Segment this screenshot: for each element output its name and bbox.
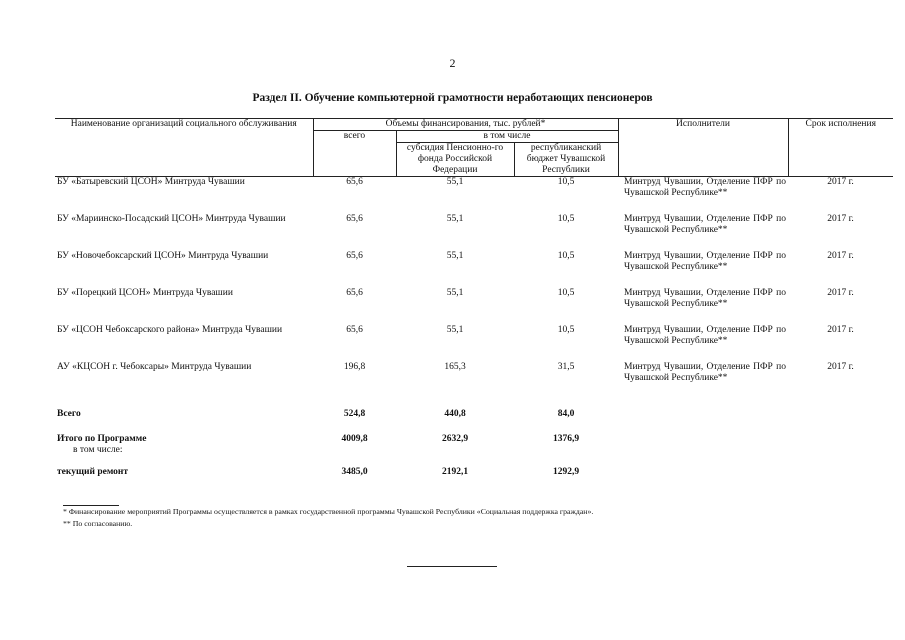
program-total-label — [55, 434, 313, 467]
term: 2017 г. — [827, 325, 854, 335]
pfr-value: 55,1 — [446, 251, 464, 261]
table-row — [55, 325, 893, 362]
rep-value: 10,5 — [557, 214, 575, 224]
rep-value: 10,5 — [557, 288, 575, 298]
pfr-value: 165,3 — [444, 362, 466, 372]
pfr-value: 55,1 — [446, 177, 464, 187]
rep-value: 10,5 — [557, 251, 575, 261]
term: 2017 г. — [827, 177, 854, 187]
org-name: БУ «Порецкий ЦСОН» Минтруда Чувашии — [57, 288, 233, 298]
program-total-row — [55, 434, 893, 467]
rep-value: 31,5 — [557, 362, 575, 372]
footnote-divider — [63, 505, 119, 506]
header-total: всего — [313, 131, 396, 177]
table-row — [55, 251, 893, 288]
including-label: в том числе: — [73, 445, 123, 455]
term: 2017 г. — [827, 362, 854, 372]
footnote-financing: * Финансирование мероприятий Программы осуществляется в рамках государственной программы Чувашской Республики «Социальная поддержка граждан». — [63, 507, 594, 516]
pfr-value: 2632,9 — [441, 434, 469, 444]
org-name: БУ «Мариинско-Посадский ЦСОН» Минтруда Чувашии — [57, 214, 286, 224]
header-executors: Исполнители — [618, 119, 788, 177]
footnote-agreement: ** По согласованию. — [63, 519, 133, 528]
repair-row — [55, 467, 893, 481]
header-volumes: Объемы финансирования, тыс. рублей* — [313, 119, 618, 131]
term: 2017 г. — [827, 251, 854, 261]
total-value: 65,6 — [346, 177, 363, 187]
table-row — [55, 177, 893, 215]
page-number: 2 — [449, 56, 456, 70]
table-row — [55, 214, 893, 251]
total-label: Итого по Программе — [57, 434, 147, 444]
financing-table — [55, 118, 893, 481]
executors: Минтруд Чувашии, Отделение ПФР по Чувашской Республике** — [624, 325, 786, 346]
org-name: БУ «ЦСОН Чебоксарского района» Минтруда Чувашии — [57, 325, 283, 335]
total-value: 65,6 — [346, 288, 363, 298]
rep-value: 84,0 — [557, 409, 575, 419]
org-name: БУ «Батыревский ЦСОН» Минтруда Чувашии — [57, 177, 245, 187]
header-republic-budget: республиканский бюджет Чувашской Республики — [514, 143, 618, 177]
total-value: 3485,0 — [341, 467, 368, 477]
term: 2017 г. — [827, 214, 854, 224]
header-term: Срок исполнения — [788, 119, 893, 177]
total-row — [55, 399, 893, 434]
pfr-value: 55,1 — [446, 325, 464, 335]
executors: Минтруд Чувашии, Отделение ПФР по Чувашской Республике** — [624, 362, 786, 383]
rep-value: 1292,9 — [552, 467, 580, 477]
rep-value: 10,5 — [557, 177, 575, 187]
pfr-value: 2192,1 — [441, 467, 469, 477]
table-row — [55, 288, 893, 325]
pfr-value: 55,1 — [446, 288, 464, 298]
header-pfr-subsidy: субсидия Пенсионно-го фонда Российской Федерации — [396, 143, 514, 177]
total-value: 65,6 — [346, 325, 363, 335]
rep-value: 10,5 — [557, 325, 575, 335]
pfr-value: 55,1 — [446, 214, 464, 224]
section-title: Раздел II. Обучение компьютерной грамотности неработающих пенсионеров — [252, 92, 653, 104]
total-value: 65,6 — [346, 251, 363, 261]
pfr-value: 440,8 — [444, 409, 466, 419]
executors: Минтруд Чувашии, Отделение ПФР по Чувашской Республике** — [624, 214, 786, 235]
total-label: Всего — [57, 409, 81, 419]
rep-value: 1376,9 — [552, 434, 580, 444]
total-value: 65,6 — [346, 214, 363, 224]
total-label: текущий ремонт — [57, 467, 129, 477]
total-value: 4009,8 — [341, 434, 368, 444]
executors: Минтруд Чувашии, Отделение ПФР по Чувашской Республике** — [624, 177, 786, 198]
header-org: Наименование организаций социального обслуживания — [55, 119, 313, 177]
term: 2017 г. — [827, 288, 854, 298]
executors: Минтруд Чувашии, Отделение ПФР по Чувашской Республике** — [624, 251, 786, 272]
header-including: в том числе — [396, 131, 618, 143]
executors: Минтруд Чувашии, Отделение ПФР по Чувашской Республике** — [624, 288, 786, 309]
org-name: АУ «КЦСОН г. Чебоксары» Минтруда Чувашии — [57, 362, 252, 372]
org-name: БУ «Новочебоксарский ЦСОН» Минтруда Чувашии — [57, 251, 269, 261]
total-value: 196,8 — [343, 362, 366, 372]
end-divider — [407, 566, 497, 567]
total-value: 524,8 — [343, 409, 366, 419]
table-row — [55, 362, 893, 399]
